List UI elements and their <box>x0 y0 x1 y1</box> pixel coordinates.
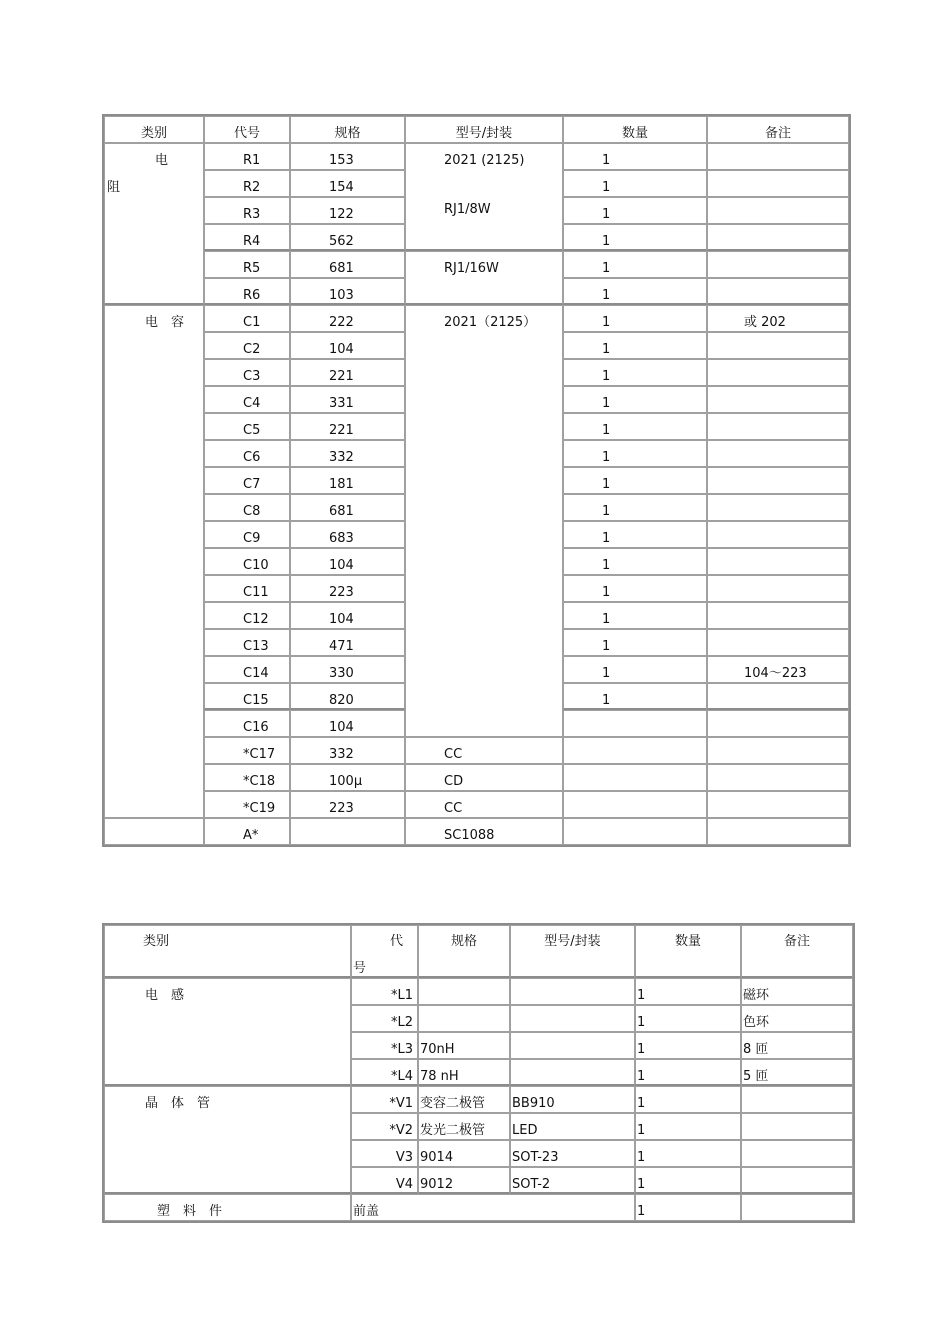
cell-qty: 1 <box>563 305 707 332</box>
cell-note <box>741 1167 853 1194</box>
cell-spec: 681 <box>290 494 405 521</box>
cell-spec: 发光二极管 <box>418 1113 510 1140</box>
cell-qty: 1 <box>563 440 707 467</box>
cell-code: *C19 <box>204 791 290 818</box>
cell-code: *L4 <box>351 1059 418 1086</box>
cell-note <box>741 1194 853 1221</box>
cell-model <box>510 978 635 1005</box>
cell-code: A* <box>204 818 290 845</box>
cell-qty: 1 <box>563 143 707 170</box>
cell-qty: 1 <box>563 197 707 224</box>
table-row <box>104 978 853 1005</box>
cell-note <box>707 521 849 548</box>
cell-spec: 103 <box>290 278 405 305</box>
cell-code: C13 <box>204 629 290 656</box>
cell-code: C6 <box>204 440 290 467</box>
header-model: 型号/封装 <box>405 116 563 143</box>
cell-code: C15 <box>204 683 290 710</box>
cell-note <box>707 413 849 440</box>
cell-qty <box>563 710 707 737</box>
cell-qty <box>563 737 707 764</box>
cell-qty <box>563 818 707 845</box>
category-plastic-label: 塑 料 件 <box>157 1204 223 1219</box>
cell-code: C10 <box>204 548 290 575</box>
cell-note <box>707 440 849 467</box>
table-row <box>104 764 849 791</box>
cell-code: R4 <box>204 224 290 251</box>
cell-note <box>707 143 849 170</box>
cell-qty: 1 <box>635 978 741 1005</box>
category-resistor-char-1: 电 <box>155 153 169 168</box>
cell-qty: 1 <box>563 170 707 197</box>
cell-note <box>707 332 849 359</box>
cell-note <box>707 683 849 710</box>
cell-qty: 1 <box>563 575 707 602</box>
cell-model: 2021 (2125) <box>444 153 525 168</box>
header-note: 备注 <box>741 925 853 978</box>
cell-code: C3 <box>204 359 290 386</box>
cell-note <box>707 197 849 224</box>
cell-spec: 332 <box>290 737 405 764</box>
cell-note <box>707 575 849 602</box>
category-resistor-char-2: 阻 <box>107 180 121 195</box>
cell-qty: 1 <box>563 602 707 629</box>
category-transistor-label: 晶 体 管 <box>145 1096 211 1111</box>
category-transistor <box>104 1086 351 1194</box>
category-inductor-label: 电 感 <box>145 988 185 1003</box>
cell-spec <box>418 1005 510 1032</box>
cell-model: CC <box>405 737 563 764</box>
cell-qty: 1 <box>563 278 707 305</box>
cell-note: 或 202 <box>707 305 849 332</box>
cell-code: C4 <box>204 386 290 413</box>
header-qty: 数量 <box>563 116 707 143</box>
header-code-char-1: 代 <box>389 934 403 949</box>
cell-qty: 1 <box>635 1194 741 1221</box>
cell-code: C11 <box>204 575 290 602</box>
cell-code: *C18 <box>204 764 290 791</box>
cell-note <box>707 818 849 845</box>
cell-note <box>707 467 849 494</box>
cell-model: LED <box>510 1113 635 1140</box>
header-category: 类别 <box>104 925 351 978</box>
header-code <box>351 925 418 978</box>
cell-note <box>707 251 849 278</box>
cell-model-group <box>405 143 563 251</box>
cell-model: SOT-2 <box>510 1167 635 1194</box>
cell-spec: 9012 <box>418 1167 510 1194</box>
cell-spec: 154 <box>290 170 405 197</box>
cell-model <box>510 1059 635 1086</box>
cell-note <box>741 1113 853 1140</box>
cell-code: C1 <box>204 305 290 332</box>
cell-spec: 223 <box>290 791 405 818</box>
cell-spec: 70nH <box>418 1032 510 1059</box>
cell-model: CC <box>405 791 563 818</box>
cell-code: *L2 <box>351 1005 418 1032</box>
cell-plastic-name: 前盖 <box>351 1194 635 1221</box>
table-row <box>104 737 849 764</box>
cell-qty <box>563 791 707 818</box>
cell-code: R6 <box>204 278 290 305</box>
cell-qty: 1 <box>635 1113 741 1140</box>
cell-note <box>741 1086 853 1113</box>
header-note: 备注 <box>707 116 849 143</box>
cell-code: V4 <box>351 1167 418 1194</box>
cell-note <box>707 494 849 521</box>
cell-code: C16 <box>204 710 290 737</box>
cell-code: C2 <box>204 332 290 359</box>
cell-code: C9 <box>204 521 290 548</box>
cell-note <box>741 1140 853 1167</box>
cell-note <box>707 710 849 737</box>
table-header-row <box>104 925 853 978</box>
cell-code: *V2 <box>351 1113 418 1140</box>
cell-spec: 222 <box>290 305 405 332</box>
cell-qty: 1 <box>635 1059 741 1086</box>
cell-spec: 78 nH <box>418 1059 510 1086</box>
cell-qty: 1 <box>563 683 707 710</box>
cell-code: V3 <box>351 1140 418 1167</box>
cell-qty: 1 <box>563 359 707 386</box>
table-row <box>104 143 849 170</box>
cell-spec: 9014 <box>418 1140 510 1167</box>
cell-spec: 681 <box>290 251 405 278</box>
cell-qty: 1 <box>563 413 707 440</box>
cell-code: R3 <box>204 197 290 224</box>
cell-spec: 221 <box>290 413 405 440</box>
cell-code: C14 <box>204 656 290 683</box>
cell-qty: 1 <box>563 224 707 251</box>
cell-spec: 104 <box>290 332 405 359</box>
cell-spec: 变容二极管 <box>418 1086 510 1113</box>
cell-spec: 223 <box>290 575 405 602</box>
cell-note <box>707 224 849 251</box>
cell-spec: 471 <box>290 629 405 656</box>
cell-model: BB910 <box>510 1086 635 1113</box>
cell-code: *L1 <box>351 978 418 1005</box>
cell-code: C5 <box>204 413 290 440</box>
cell-code: C12 <box>204 602 290 629</box>
header-model: 型号/封装 <box>510 925 635 978</box>
table-row <box>104 791 849 818</box>
cell-model: 2021（2125） <box>405 305 563 737</box>
cell-code: C7 <box>204 467 290 494</box>
parts-table-1 <box>102 114 851 847</box>
category-capacitor <box>104 305 204 818</box>
cell-qty: 1 <box>635 1005 741 1032</box>
cell-code: R5 <box>204 251 290 278</box>
cell-note: 104～223 <box>707 656 849 683</box>
cell-spec <box>290 818 405 845</box>
category-empty <box>104 818 204 845</box>
cell-code: C8 <box>204 494 290 521</box>
cell-spec: 153 <box>290 143 405 170</box>
header-spec: 规格 <box>418 925 510 978</box>
cell-spec: 100μ <box>290 764 405 791</box>
cell-note <box>707 170 849 197</box>
table-header-row <box>104 116 849 143</box>
cell-spec: 181 <box>290 467 405 494</box>
cell-note: 磁环 <box>741 978 853 1005</box>
cell-spec <box>418 978 510 1005</box>
cell-model: RJ1/8W <box>444 202 491 217</box>
cell-code: R1 <box>204 143 290 170</box>
category-inductor <box>104 978 351 1086</box>
cell-spec: 122 <box>290 197 405 224</box>
table-row <box>104 305 849 332</box>
cell-model <box>510 1032 635 1059</box>
cell-note: 色环 <box>741 1005 853 1032</box>
table-row <box>104 818 849 845</box>
category-plastic <box>104 1194 351 1221</box>
cell-spec: 331 <box>290 386 405 413</box>
table-row <box>104 251 849 278</box>
cell-qty: 1 <box>563 548 707 575</box>
cell-note <box>707 548 849 575</box>
cell-model: CD <box>405 764 563 791</box>
cell-note <box>707 386 849 413</box>
cell-note <box>707 602 849 629</box>
cell-note <box>707 791 849 818</box>
cell-qty: 1 <box>563 467 707 494</box>
cell-qty <box>563 764 707 791</box>
cell-spec: 330 <box>290 656 405 683</box>
cell-code: R2 <box>204 170 290 197</box>
cell-model <box>510 1005 635 1032</box>
cell-spec: 332 <box>290 440 405 467</box>
cell-note <box>707 278 849 305</box>
cell-qty: 1 <box>635 1086 741 1113</box>
cell-note <box>707 737 849 764</box>
cell-qty: 1 <box>563 656 707 683</box>
table-row <box>104 1194 853 1221</box>
cell-model: RJ1/16W <box>405 251 563 305</box>
cell-qty: 1 <box>563 332 707 359</box>
category-resistor <box>104 143 204 305</box>
cell-note <box>707 629 849 656</box>
cell-qty: 1 <box>563 629 707 656</box>
cell-qty: 1 <box>635 1140 741 1167</box>
cell-qty: 1 <box>563 494 707 521</box>
cell-note: 5 匝 <box>741 1059 853 1086</box>
cell-spec: 221 <box>290 359 405 386</box>
cell-code: *C17 <box>204 737 290 764</box>
cell-code: *L3 <box>351 1032 418 1059</box>
cell-spec: 820 <box>290 683 405 710</box>
cell-qty: 1 <box>563 386 707 413</box>
cell-qty: 1 <box>635 1167 741 1194</box>
cell-note: 8 匝 <box>741 1032 853 1059</box>
table-row <box>104 1086 853 1113</box>
cell-spec: 562 <box>290 224 405 251</box>
cell-qty: 1 <box>635 1032 741 1059</box>
cell-spec: 683 <box>290 521 405 548</box>
cell-note <box>707 764 849 791</box>
header-code-char-2: 号 <box>353 961 367 976</box>
header-code: 代号 <box>204 116 290 143</box>
header-qty: 数量 <box>635 925 741 978</box>
cell-qty: 1 <box>563 251 707 278</box>
parts-table-2 <box>102 923 855 1223</box>
category-capacitor-label: 电 容 <box>145 315 185 330</box>
cell-spec: 104 <box>290 602 405 629</box>
header-category: 类别 <box>104 116 204 143</box>
cell-qty: 1 <box>563 521 707 548</box>
cell-model: SOT-23 <box>510 1140 635 1167</box>
cell-note <box>707 359 849 386</box>
cell-code: *V1 <box>351 1086 418 1113</box>
header-spec: 规格 <box>290 116 405 143</box>
cell-spec: 104 <box>290 710 405 737</box>
cell-spec: 104 <box>290 548 405 575</box>
cell-model: SC1088 <box>405 818 563 845</box>
